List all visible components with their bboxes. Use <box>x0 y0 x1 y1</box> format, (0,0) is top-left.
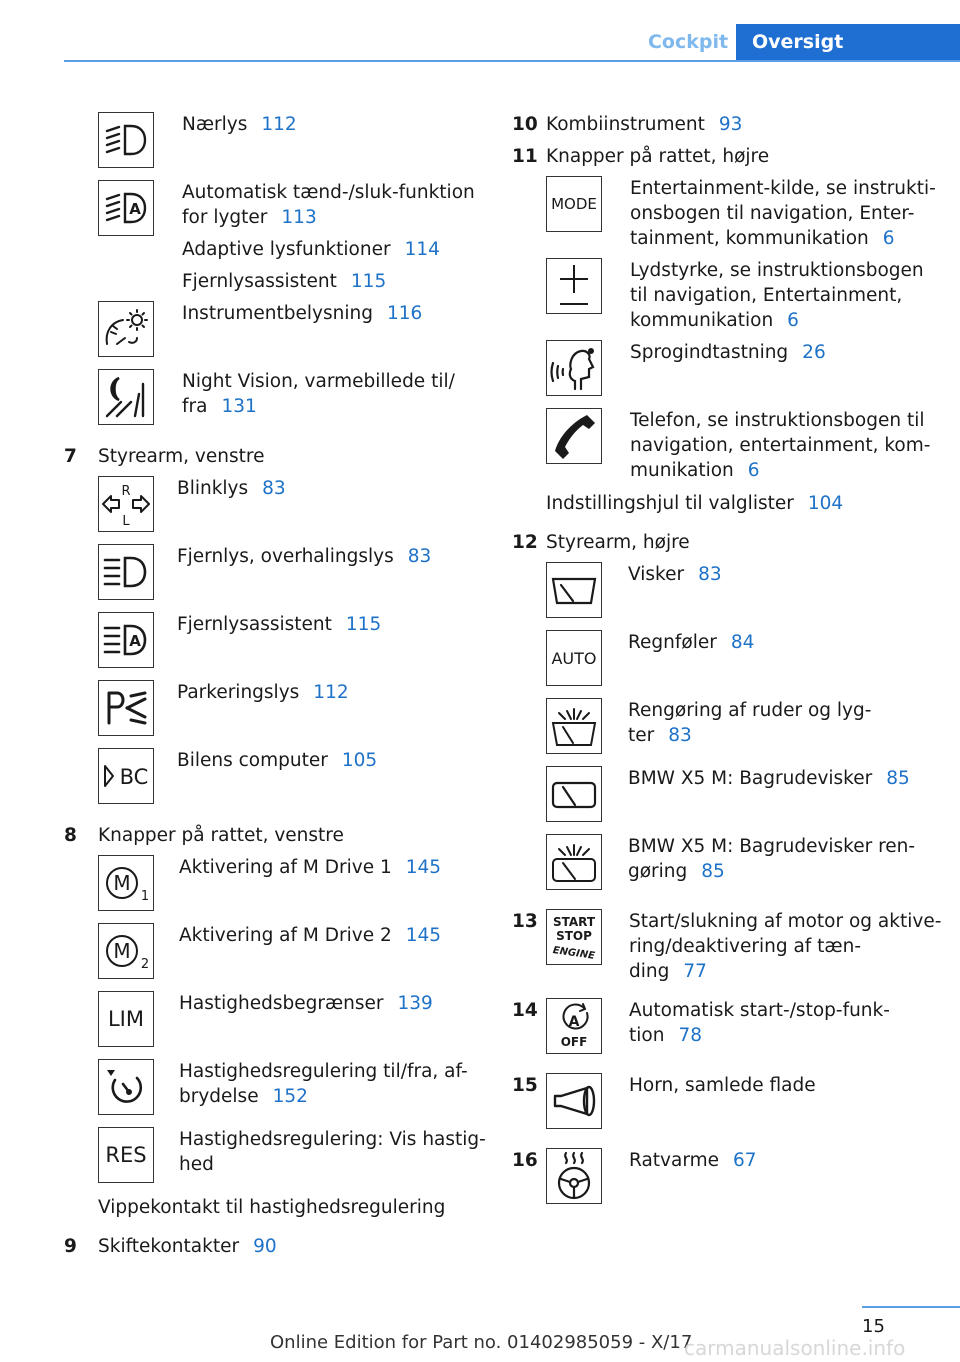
cruise-rocker-label: Vippekontakt til hastighedsregulering <box>98 1197 446 1218</box>
edition-footer: Online Edition for Part no. 01402985059 - X/17 <box>270 1332 693 1353</box>
page-link[interactable]: 115 <box>345 614 382 635</box>
start-stop-label-3: ding 77 <box>629 961 707 982</box>
low-beam-icon <box>98 112 154 168</box>
page-link[interactable]: 112 <box>261 114 297 135</box>
rear-washer-icon <box>546 834 602 890</box>
page-link[interactable]: 84 <box>730 632 755 653</box>
page-link[interactable]: 26 <box>802 342 826 363</box>
m-drive-2-label: Aktivering af M Drive 2 145 <box>179 925 442 946</box>
rear-washer-label-1: BMW X5 M: Bagrudevisker ren- <box>628 836 916 857</box>
night-vision-label-2: fra 131 <box>182 396 257 417</box>
m-drive-2-icon <box>98 923 154 979</box>
cruise-show-label-2: hed <box>179 1154 214 1175</box>
washer-label-2: ter 83 <box>628 725 692 746</box>
rain-sensor-icon-text: AUTO <box>551 648 597 668</box>
start-stop-label-2: ring/deaktivering af tæn- <box>629 936 861 957</box>
section-number-15: 15 <box>512 1075 538 1096</box>
m-drive-1-label: Aktivering af M Drive 1 145 <box>179 857 442 878</box>
section-number-11: 11 <box>512 146 538 167</box>
auto-start-stop-icon-a: A <box>568 1014 580 1030</box>
section-title-7: Styrearm, venstre <box>98 446 265 467</box>
page-link[interactable]: 113 <box>281 207 317 228</box>
page-link[interactable]: 83 <box>668 725 692 746</box>
page-link[interactable]: 78 <box>678 1025 702 1046</box>
m-drive-2-letter: M <box>113 939 131 963</box>
page-link[interactable]: 139 <box>397 993 433 1014</box>
header-divider <box>64 60 960 62</box>
page-link[interactable]: 112 <box>313 682 349 703</box>
turn-signal-left-letter: L <box>122 514 130 529</box>
page-link[interactable]: 77 <box>683 961 707 982</box>
section-number-13: 13 <box>512 911 538 932</box>
page-link[interactable]: 83 <box>407 546 432 567</box>
section-number-8: 8 <box>64 825 77 846</box>
volume-label-1: Lydstyrke, se instruktionsbogen <box>630 260 924 281</box>
horn-label: Horn, samlede flade <box>629 1075 816 1096</box>
night-vision-icon <box>98 369 154 425</box>
wiper-icon <box>546 562 602 618</box>
auto-light-label-1: Automatisk tænd-/sluk-funktion <box>182 182 475 203</box>
page-link[interactable]: 67 <box>733 1150 757 1171</box>
rain-sensor-label: Regnføler 84 <box>628 632 755 653</box>
phone-label-2: navigation, entertainment, kom- <box>630 435 931 456</box>
auto-start-stop-icon <box>546 998 602 1054</box>
page-link[interactable]: 145 <box>405 857 442 878</box>
onboard-computer-label: Bilens computer 105 <box>177 750 378 771</box>
speed-limiter-icon <box>98 991 154 1047</box>
mode-label-3: tainment, kommunikation 6 <box>630 228 895 249</box>
mode-icon <box>546 176 602 232</box>
section-number-7: 7 <box>64 446 77 467</box>
watermark: carmanualsonline.info <box>684 1336 906 1360</box>
page-link[interactable]: 115 <box>350 271 387 292</box>
volume-label-3: kommunikation 6 <box>630 310 799 331</box>
section-number-10: 10 <box>512 114 538 135</box>
turn-signal-icon <box>98 476 154 532</box>
selection-wheel-label: Indstillingshjul til valglister 104 <box>546 493 844 514</box>
section-title-12: Styrearm, højre <box>546 532 690 553</box>
page-number: 15 <box>862 1316 885 1337</box>
phone-label-3: munikation 6 <box>630 460 760 481</box>
parking-light-label: Parkeringslys 112 <box>177 682 349 703</box>
high-beam-assist-label: Fjernlysassistent 115 <box>182 271 387 292</box>
phone-icon <box>546 408 602 464</box>
page-link[interactable]: 145 <box>405 925 442 946</box>
rain-sensor-icon <box>546 630 602 686</box>
high-beam-assistant-icon-letter: A <box>129 632 141 650</box>
onboard-computer-letters: BC <box>119 765 149 789</box>
horn-icon <box>546 1073 602 1129</box>
start-stop-engine-icon <box>546 909 602 965</box>
page-link[interactable]: 131 <box>221 396 257 417</box>
auto-start-stop-label-1: Automatisk start-/stop-funk- <box>629 1000 890 1021</box>
high-beam-label: Fjernlys, overhalingslys 83 <box>177 546 432 567</box>
parking-light-icon <box>98 680 154 736</box>
page-link[interactable]: 104 <box>807 493 844 514</box>
speed-limiter-label: Hastighedsbegrænser 139 <box>179 993 433 1014</box>
instrument-lighting-icon <box>98 301 154 357</box>
volume-icon <box>546 258 602 314</box>
steering-wheel-heating-label: Ratvarme 67 <box>629 1150 757 1171</box>
washer-label-1: Rengøring af ruder og lyg- <box>628 700 872 721</box>
page-link[interactable]: 85 <box>701 861 725 882</box>
rear-wiper-label: BMW X5 M: Bagrudevisker 85 <box>628 768 910 789</box>
section-title-10: Kombiinstrument 93 <box>546 114 743 135</box>
high-beam-assistant-label: Fjernlysassistent 115 <box>177 614 382 635</box>
m-drive-2-subscript: 2 <box>140 957 150 972</box>
page-link[interactable]: 114 <box>404 239 440 260</box>
turn-signal-right-letter: R <box>121 484 131 499</box>
start-stop-icon-stop: STOP <box>556 929 592 943</box>
m-drive-1-letter: M <box>113 871 131 895</box>
resume-icon <box>98 1127 154 1183</box>
page-link[interactable]: 6 <box>747 460 760 481</box>
section-title-11: Knapper på rattet, højre <box>546 146 770 167</box>
page-link[interactable]: 83 <box>698 564 722 585</box>
speed-limiter-icon-text: LIM <box>107 1007 144 1031</box>
high-beam-assistant-icon <box>98 612 154 668</box>
cruise-control-label-2: brydelse 152 <box>179 1086 308 1107</box>
cruise-control-icon <box>98 1059 154 1115</box>
mode-label-2: onsbogen til navigation, Enter- <box>630 203 915 224</box>
resume-icon-text: RES <box>105 1143 147 1167</box>
rear-washer-label-2: gøring 85 <box>628 861 725 882</box>
start-stop-icon-start: START <box>552 915 596 929</box>
section-title-9: Skiftekontakter 90 <box>98 1236 277 1257</box>
tab-oversigt[interactable]: Oversigt <box>736 24 960 61</box>
cruise-show-label-1: Hastighedsregulering: Vis hastig- <box>179 1129 486 1150</box>
section-number-9: 9 <box>64 1236 77 1257</box>
steering-wheel-heating-icon <box>546 1148 602 1204</box>
mode-label-1: Entertainment-kilde, se instrukti- <box>630 178 936 199</box>
auto-start-stop-label-2: tion 78 <box>629 1025 702 1046</box>
voice-command-icon <box>546 340 602 396</box>
page-link[interactable]: 6 <box>882 228 895 249</box>
m-drive-1-subscript: 1 <box>140 889 150 904</box>
page-link[interactable]: 83 <box>262 478 286 499</box>
adaptive-light-label: Adaptive lysfunktioner 114 <box>182 239 440 260</box>
onboard-computer-icon <box>98 748 154 804</box>
tab-cockpit[interactable]: Cockpit <box>647 31 729 53</box>
turn-signal-label: Blinklys 83 <box>177 478 286 499</box>
page-link[interactable]: 85 <box>886 768 910 789</box>
wiper-label: Visker 83 <box>628 564 722 585</box>
page-link[interactable]: 6 <box>787 310 799 331</box>
page-link[interactable]: 90 <box>253 1236 277 1257</box>
washer-icon <box>546 698 602 754</box>
page-link[interactable]: 93 <box>718 114 743 135</box>
night-vision-label-1: Night Vision, varmebillede til/ <box>182 371 455 392</box>
auto-light-icon <box>98 180 154 236</box>
low-beam-label: Nærlys 112 <box>182 114 297 135</box>
section-number-12: 12 <box>512 532 538 553</box>
mode-icon-text: MODE <box>551 195 597 213</box>
page-link[interactable]: 105 <box>341 750 378 771</box>
page-link[interactable]: 152 <box>272 1086 308 1107</box>
auto-start-stop-icon-off: OFF <box>560 1035 588 1049</box>
volume-label-2: til navigation, Entertainment, <box>630 285 903 306</box>
section-title-8: Knapper på rattet, venstre <box>98 825 344 846</box>
page-link[interactable]: 116 <box>386 303 423 324</box>
m-drive-1-icon <box>98 855 154 911</box>
auto-light-icon-letter: A <box>129 200 141 218</box>
high-beam-icon <box>98 544 154 600</box>
start-stop-icon-engine: ENGINE <box>552 945 596 962</box>
voice-command-label: Sprogindtastning 26 <box>630 342 826 363</box>
footer-divider <box>862 1306 960 1308</box>
section-number-16: 16 <box>512 1150 538 1171</box>
cruise-control-label-1: Hastighedsregulering til/fra, af- <box>179 1061 468 1082</box>
rear-wiper-icon <box>546 766 602 822</box>
instrument-lighting-label: Instrumentbelysning 116 <box>182 303 423 324</box>
start-stop-label-1: Start/slukning af motor og aktive- <box>629 911 942 932</box>
auto-light-label-2: for lygter 113 <box>182 207 317 228</box>
section-number-14: 14 <box>512 1000 538 1021</box>
phone-label-1: Telefon, se instruktionsbogen til <box>630 410 925 431</box>
